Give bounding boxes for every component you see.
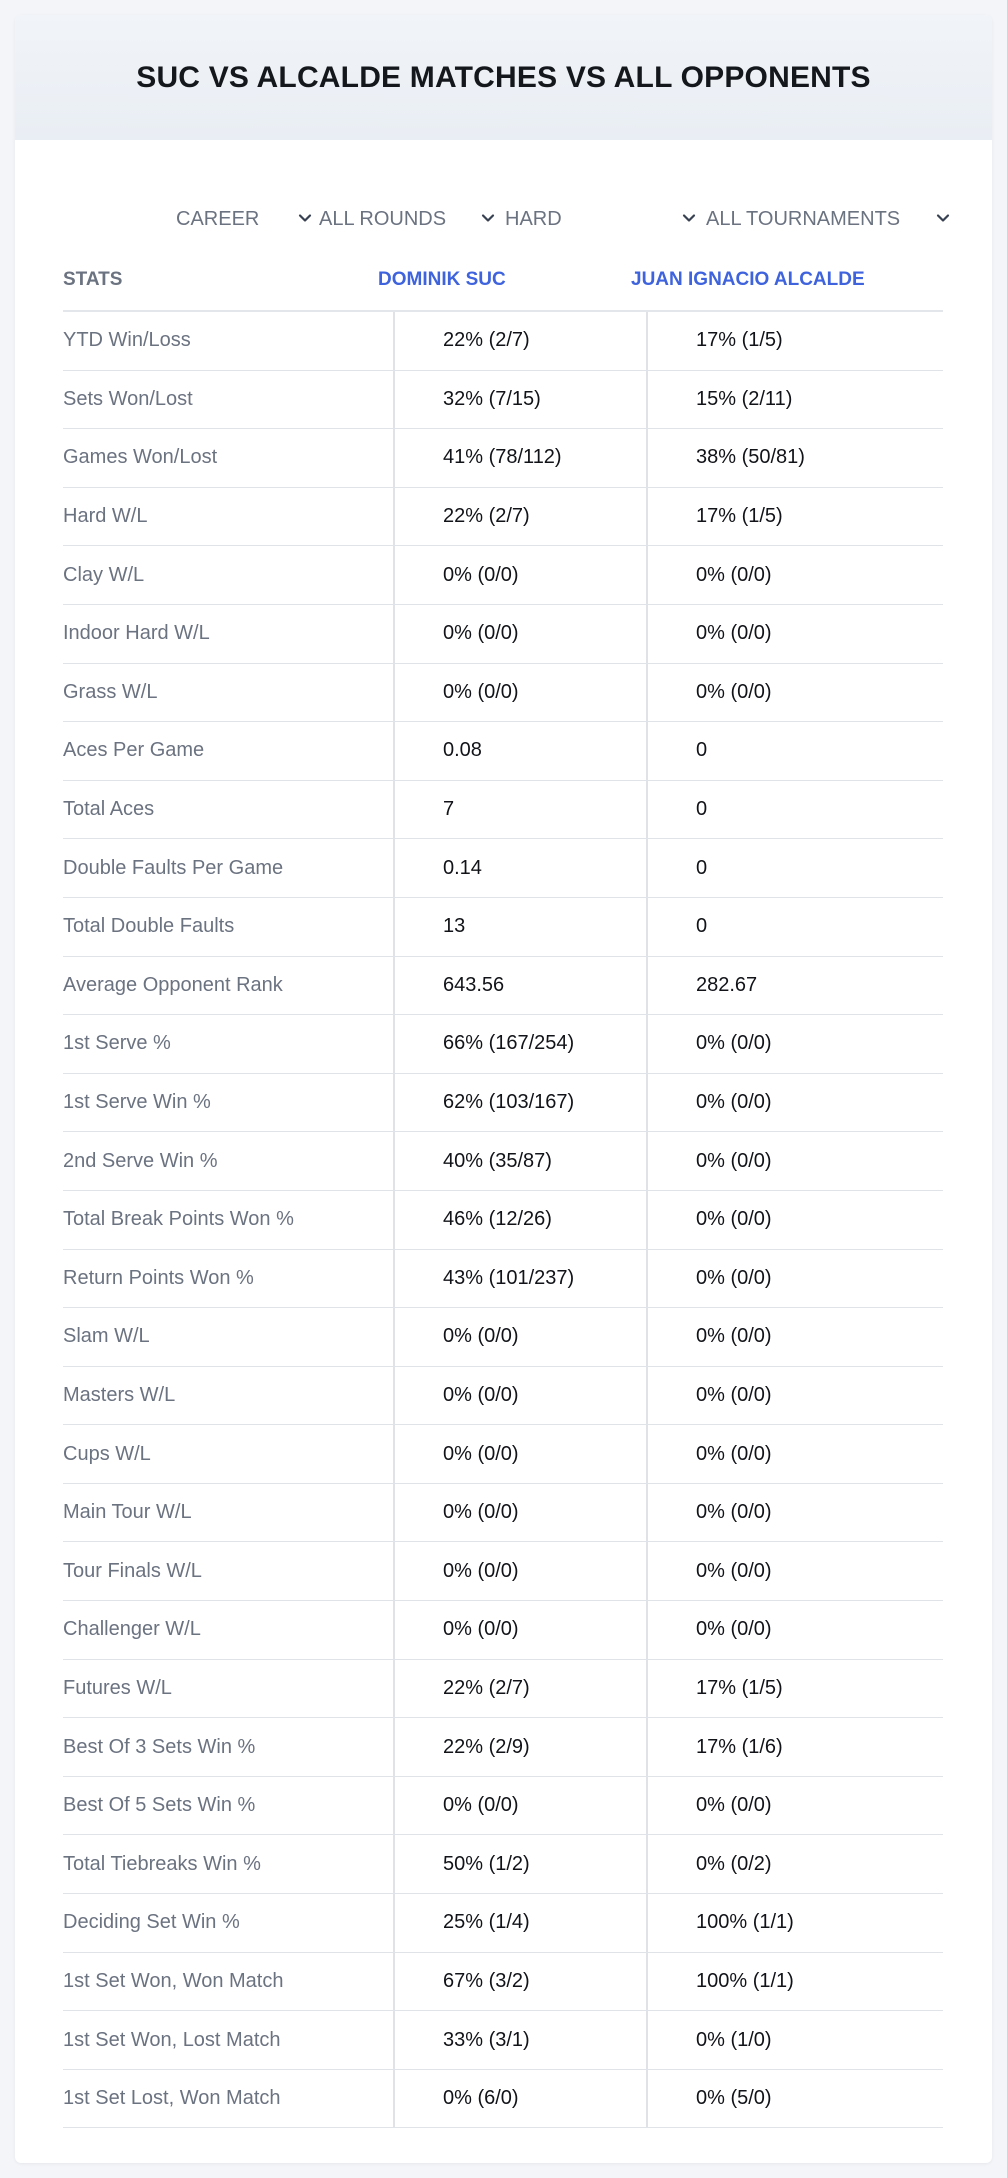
player2-value: 0% (0/0) xyxy=(696,622,772,645)
player2-value: 38% (50/81) xyxy=(696,446,805,469)
table-row xyxy=(63,839,943,898)
table-row xyxy=(63,429,943,488)
player2-value: 0% (0/0) xyxy=(696,680,772,703)
player1-value: 33% (3/1) xyxy=(443,2028,530,2051)
player2-value: 0% (0/0) xyxy=(696,1208,772,1231)
column-divider xyxy=(646,1250,648,1308)
column-divider xyxy=(646,1601,648,1659)
column-divider xyxy=(393,1835,395,1893)
player2-value: 0% (0/0) xyxy=(696,563,772,586)
table-row xyxy=(63,722,943,781)
column-divider xyxy=(646,1777,648,1835)
table-row xyxy=(63,664,943,723)
column-divider xyxy=(646,1484,648,1542)
stat-label: Futures W/L xyxy=(63,1676,172,1699)
table-body xyxy=(63,312,943,2128)
filter-rounds-select[interactable] xyxy=(319,187,504,251)
column-divider xyxy=(393,1015,395,1073)
stat-label: Sets Won/Lost xyxy=(63,387,193,410)
player1-value: 22% (2/7) xyxy=(443,329,530,352)
player1-value: 32% (7/15) xyxy=(443,387,541,410)
player2-value: 0% (0/0) xyxy=(696,1032,772,1055)
table-row xyxy=(63,1308,943,1367)
column-divider xyxy=(646,1132,648,1190)
table-row xyxy=(63,488,943,547)
player1-value: 0% (0/0) xyxy=(443,1501,519,1524)
table-row xyxy=(63,1542,943,1601)
stats-table xyxy=(63,250,943,2128)
player2-value: 0% (1/0) xyxy=(696,2028,772,2051)
player2-link[interactable]: JUAN IGNACIO ALCALDE xyxy=(631,269,865,290)
stat-label: Clay W/L xyxy=(63,563,145,586)
column-divider xyxy=(646,957,648,1015)
stat-label: Cups W/L xyxy=(63,1442,151,1465)
column-divider xyxy=(646,2070,648,2128)
stat-label: 1st Serve Win % xyxy=(63,1091,211,1114)
player2-value: 100% (1/1) xyxy=(696,1969,794,1992)
column-divider xyxy=(646,1367,648,1425)
column-divider xyxy=(646,1660,648,1718)
table-row xyxy=(63,1132,943,1191)
stat-label: 1st Set Won, Won Match xyxy=(63,1969,284,1992)
column-divider xyxy=(393,1191,395,1249)
column-divider xyxy=(646,839,648,897)
column-divider xyxy=(646,1894,648,1952)
player2-value: 0% (0/0) xyxy=(696,1618,772,1641)
column-divider xyxy=(646,605,648,663)
player2-value: 0% (0/0) xyxy=(696,1383,772,1406)
stat-label: Challenger W/L xyxy=(63,1618,201,1641)
column-divider xyxy=(646,488,648,546)
player1-value: 0% (0/0) xyxy=(443,563,519,586)
table-row xyxy=(63,1250,943,1309)
stat-label: Masters W/L xyxy=(63,1383,176,1406)
column-divider xyxy=(393,1718,395,1776)
column-divider xyxy=(393,546,395,604)
player1-value: 0% (0/0) xyxy=(443,622,519,645)
column-divider xyxy=(393,1132,395,1190)
stat-label: Hard W/L xyxy=(63,505,148,528)
page-header xyxy=(15,15,992,140)
column-divider xyxy=(393,1601,395,1659)
column-divider xyxy=(393,1660,395,1718)
player2-value: 0% (0/0) xyxy=(696,1501,772,1524)
player1-value: 0.14 xyxy=(443,856,482,879)
table-row xyxy=(63,1484,943,1543)
column-divider xyxy=(393,1367,395,1425)
chevron-down-icon xyxy=(680,209,698,227)
chevron-down-icon xyxy=(296,209,314,227)
column-divider xyxy=(393,605,395,663)
filter-career-select[interactable] xyxy=(176,187,316,251)
column-divider xyxy=(646,664,648,722)
stat-label: Best Of 5 Sets Win % xyxy=(63,1794,256,1817)
filter-tournaments-select[interactable] xyxy=(706,187,956,251)
table-row xyxy=(63,1835,943,1894)
player2-value: 0% (0/0) xyxy=(696,1794,772,1817)
column-divider xyxy=(393,1074,395,1132)
stat-label: YTD Win/Loss xyxy=(63,329,191,352)
column-divider xyxy=(646,1718,648,1776)
stat-label: Return Points Won % xyxy=(63,1266,254,1289)
player2-value: 0 xyxy=(696,856,708,879)
filter-surface-select[interactable] xyxy=(505,187,705,251)
player2-value: 17% (1/5) xyxy=(696,329,783,352)
stat-label: Deciding Set Win % xyxy=(63,1911,240,1934)
stat-label: Best Of 3 Sets Win % xyxy=(63,1735,256,1758)
column-divider xyxy=(646,1074,648,1132)
column-divider xyxy=(646,546,648,604)
column-divider xyxy=(393,722,395,780)
stat-label: Aces Per Game xyxy=(63,739,205,762)
player2-value: 0% (0/0) xyxy=(696,1559,772,1582)
player1-value: 43% (101/237) xyxy=(443,1266,575,1289)
comparison-card xyxy=(15,15,992,2163)
player1-value: 0.08 xyxy=(443,739,482,762)
stat-label: Main Tour W/L xyxy=(63,1501,192,1524)
column-divider xyxy=(393,1894,395,1952)
table-row xyxy=(63,2011,943,2070)
table-row xyxy=(63,2070,943,2129)
column-divider xyxy=(393,957,395,1015)
player1-value: 50% (1/2) xyxy=(443,1852,530,1875)
filter-bar xyxy=(15,187,992,251)
player1-value: 66% (167/254) xyxy=(443,1032,575,1055)
column-divider xyxy=(393,2070,395,2128)
player2-value: 0% (0/2) xyxy=(696,1852,772,1875)
player1-value: 0% (0/0) xyxy=(443,1794,519,1817)
table-row xyxy=(63,1074,943,1133)
column-divider xyxy=(646,1191,648,1249)
column-divider xyxy=(393,488,395,546)
player1-value: 0% (0/0) xyxy=(443,680,519,703)
player2-value: 0% (0/0) xyxy=(696,1442,772,1465)
table-row xyxy=(63,1367,943,1426)
stat-label: Slam W/L xyxy=(63,1325,150,1348)
column-divider xyxy=(646,898,648,956)
player1-value: 0% (0/0) xyxy=(443,1325,519,1348)
player2-value: 0% (0/0) xyxy=(696,1149,772,1172)
table-row xyxy=(63,957,943,1016)
table-row xyxy=(63,1718,943,1777)
player1-value: 643.56 xyxy=(443,973,505,996)
player2-value: 0% (5/0) xyxy=(696,2087,772,2110)
column-divider xyxy=(646,1425,648,1483)
player1-value: 0% (6/0) xyxy=(443,2087,519,2110)
stat-label: Total Aces xyxy=(63,798,155,821)
column-divider xyxy=(646,2011,648,2069)
player1-value: 46% (12/26) xyxy=(443,1208,552,1231)
column-divider xyxy=(393,1250,395,1308)
filter-tournaments-label: ALL TOURNAMENTS xyxy=(706,207,901,230)
player1-value: 40% (35/87) xyxy=(443,1149,552,1172)
player1-value: 0% (0/0) xyxy=(443,1618,519,1641)
table-row xyxy=(63,312,943,371)
table-row xyxy=(63,1601,943,1660)
column-divider xyxy=(393,429,395,487)
stat-label: Games Won/Lost xyxy=(63,446,218,469)
column-divider xyxy=(646,371,648,429)
page-title: SUC VS ALCALDE MATCHES VS ALL OPPONENTS xyxy=(136,60,871,94)
player1-value: 22% (2/7) xyxy=(443,1676,530,1699)
stat-label: Total Tiebreaks Win % xyxy=(63,1852,261,1875)
stat-label: Total Break Points Won % xyxy=(63,1208,294,1231)
player1-value: 67% (3/2) xyxy=(443,1969,530,1992)
stat-label: 1st Set Won, Lost Match xyxy=(63,2028,281,2051)
column-divider xyxy=(393,371,395,429)
player1-value: 0% (0/0) xyxy=(443,1559,519,1582)
table-row xyxy=(63,898,943,957)
table-row xyxy=(63,1953,943,2012)
column-divider xyxy=(393,2011,395,2069)
player1-value: 22% (2/7) xyxy=(443,505,530,528)
player2-value: 17% (1/6) xyxy=(696,1735,783,1758)
table-row xyxy=(63,546,943,605)
player2-value: 0 xyxy=(696,798,708,821)
chevron-down-icon xyxy=(479,209,497,227)
player2-value: 0 xyxy=(696,915,708,938)
table-header xyxy=(63,250,943,312)
player2-value: 0% (0/0) xyxy=(696,1266,772,1289)
stat-label: Double Faults Per Game xyxy=(63,856,284,879)
column-divider xyxy=(646,1953,648,2011)
player1-value: 62% (103/167) xyxy=(443,1091,575,1114)
filter-career-label: CAREER xyxy=(176,207,260,230)
stat-label: Indoor Hard W/L xyxy=(63,622,210,645)
column-divider xyxy=(393,1484,395,1542)
stat-label: 1st Set Lost, Won Match xyxy=(63,2087,281,2110)
table-row xyxy=(63,1015,943,1074)
column-divider xyxy=(393,1425,395,1483)
player1-value: 13 xyxy=(443,915,466,938)
column-divider xyxy=(646,781,648,839)
player1-value: 25% (1/4) xyxy=(443,1911,530,1934)
player2-value: 100% (1/1) xyxy=(696,1911,794,1934)
stat-label: 2nd Serve Win % xyxy=(63,1149,218,1172)
player1-value: 22% (2/9) xyxy=(443,1735,530,1758)
stat-label: Grass W/L xyxy=(63,680,158,703)
player1-link[interactable]: DOMINIK SUC xyxy=(378,269,506,290)
stat-label: 1st Serve % xyxy=(63,1032,171,1055)
table-row xyxy=(63,1191,943,1250)
player2-value: 0% (0/0) xyxy=(696,1091,772,1114)
player1-value: 0% (0/0) xyxy=(443,1383,519,1406)
column-divider xyxy=(393,1953,395,2011)
player2-value: 0% (0/0) xyxy=(696,1325,772,1348)
column-divider xyxy=(646,1835,648,1893)
player2-value: 17% (1/5) xyxy=(696,1676,783,1699)
filter-rounds-label: ALL ROUNDS xyxy=(319,207,447,230)
column-divider xyxy=(393,898,395,956)
table-row xyxy=(63,1777,943,1836)
column-divider xyxy=(393,781,395,839)
column-divider xyxy=(393,664,395,722)
column-divider xyxy=(393,1777,395,1835)
player2-value: 282.67 xyxy=(696,973,758,996)
table-row xyxy=(63,1660,943,1719)
column-divider xyxy=(393,312,395,370)
column-divider xyxy=(646,1308,648,1366)
column-divider xyxy=(393,1308,395,1366)
stat-label: Tour Finals W/L xyxy=(63,1559,202,1582)
column-divider xyxy=(393,1542,395,1600)
column-divider xyxy=(646,429,648,487)
column-divider xyxy=(646,1542,648,1600)
player1-value: 41% (78/112) xyxy=(443,446,562,469)
chevron-down-icon xyxy=(934,209,952,227)
player1-value: 7 xyxy=(443,798,455,821)
table-row xyxy=(63,605,943,664)
player2-value: 0 xyxy=(696,739,708,762)
table-row xyxy=(63,781,943,840)
table-row xyxy=(63,1425,943,1484)
stat-label: Total Double Faults xyxy=(63,915,235,938)
table-row xyxy=(63,1894,943,1953)
column-divider xyxy=(646,312,648,370)
stats-column-header: STATS xyxy=(63,269,123,290)
column-divider xyxy=(646,722,648,780)
player2-value: 15% (2/11) xyxy=(696,387,793,410)
stat-label: Average Opponent Rank xyxy=(63,973,283,996)
player2-value: 17% (1/5) xyxy=(696,505,783,528)
filter-surface-label: HARD xyxy=(505,207,562,230)
column-divider xyxy=(393,839,395,897)
table-row xyxy=(63,371,943,430)
column-divider xyxy=(646,1015,648,1073)
player1-value: 0% (0/0) xyxy=(443,1442,519,1465)
